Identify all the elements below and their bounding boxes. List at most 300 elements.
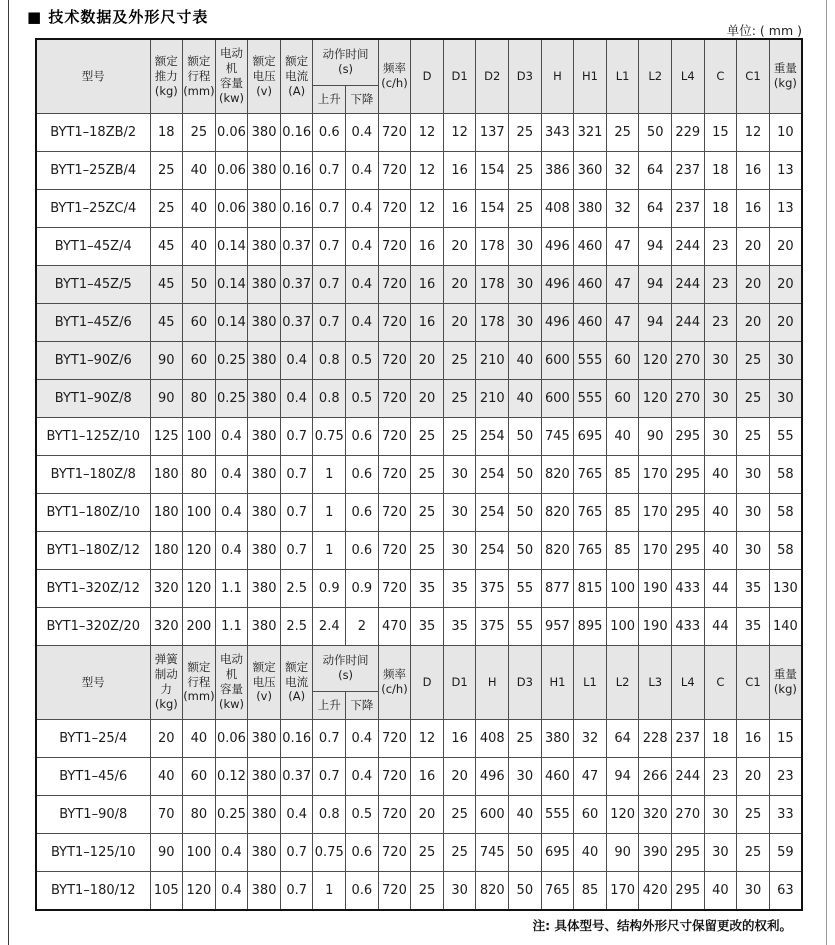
value-cell: 18 — [704, 719, 737, 757]
value-cell: 178 — [476, 265, 509, 303]
value-cell: 45 — [150, 227, 183, 265]
value-cell: 30 — [509, 303, 542, 341]
value-cell: 16 — [443, 189, 476, 227]
value-cell: 120 — [183, 871, 216, 910]
value-cell: 94 — [639, 303, 672, 341]
value-cell: 266 — [639, 757, 672, 795]
value-cell: 321 — [574, 113, 607, 151]
value-cell: 0.8 — [313, 795, 346, 833]
value-cell: 137 — [476, 113, 509, 151]
value-cell: 380 — [248, 757, 281, 795]
page-border-right — [826, 0, 827, 945]
value-cell: 23 — [704, 265, 737, 303]
column-header: 额定 电流 (A) — [280, 645, 313, 719]
value-cell: 50 — [639, 113, 672, 151]
value-cell: 80 — [183, 795, 216, 833]
value-cell: 0.4 — [346, 719, 379, 757]
model-cell: BYT1–45/6 — [36, 757, 150, 795]
value-cell: 270 — [672, 341, 705, 379]
value-cell: 58 — [769, 493, 802, 531]
value-cell: 0.9 — [346, 569, 379, 607]
model-cell: BYT1–45Z/5 — [36, 265, 150, 303]
value-cell: 0.25 — [215, 341, 248, 379]
value-cell: 63 — [769, 871, 802, 910]
value-cell: 375 — [476, 569, 509, 607]
value-cell: 295 — [672, 531, 705, 569]
value-cell: 320 — [150, 607, 183, 645]
value-cell: 120 — [639, 341, 672, 379]
value-cell: 720 — [378, 189, 411, 227]
value-cell: 120 — [183, 531, 216, 569]
value-cell: 380 — [248, 493, 281, 531]
column-header: 频率 (c/h) — [378, 39, 411, 113]
value-cell: 16 — [411, 265, 444, 303]
value-cell: 20 — [411, 341, 444, 379]
value-cell: 0.4 — [346, 151, 379, 189]
value-cell: 720 — [378, 531, 411, 569]
value-cell: 50 — [509, 493, 542, 531]
value-cell: 90 — [639, 417, 672, 455]
value-cell: 0.7 — [280, 833, 313, 871]
value-cell: 20 — [737, 757, 770, 795]
value-cell: 380 — [248, 795, 281, 833]
value-cell: 386 — [541, 151, 574, 189]
column-header: 额定 行程 (mm) — [183, 645, 216, 719]
table-row — [36, 151, 802, 189]
value-cell: 433 — [672, 569, 705, 607]
table-row — [36, 189, 802, 227]
value-cell: 0.06 — [215, 113, 248, 151]
value-cell: 180 — [150, 493, 183, 531]
column-header: H — [476, 645, 509, 719]
value-cell: 0.5 — [346, 341, 379, 379]
value-cell: 25 — [509, 189, 542, 227]
value-cell: 30 — [704, 379, 737, 417]
value-cell: 100 — [183, 833, 216, 871]
value-cell: 100 — [183, 417, 216, 455]
value-cell: 30 — [737, 871, 770, 910]
table-row — [36, 531, 802, 569]
value-cell: 40 — [183, 719, 216, 757]
column-header: C1 — [737, 645, 770, 719]
value-cell: 20 — [737, 303, 770, 341]
value-cell: 20 — [737, 265, 770, 303]
value-cell: 170 — [639, 493, 672, 531]
value-cell: 720 — [378, 113, 411, 151]
value-cell: 25 — [411, 531, 444, 569]
value-cell: 13 — [769, 151, 802, 189]
value-cell: 1 — [313, 531, 346, 569]
value-cell: 0.4 — [280, 795, 313, 833]
value-cell: 957 — [541, 607, 574, 645]
value-cell: 820 — [541, 455, 574, 493]
value-cell: 320 — [639, 795, 672, 833]
value-cell: 0.7 — [313, 719, 346, 757]
value-cell: 254 — [476, 531, 509, 569]
value-cell: 0.6 — [346, 531, 379, 569]
value-cell: 25 — [737, 795, 770, 833]
value-cell: 2.5 — [280, 607, 313, 645]
model-cell: BYT1–320Z/20 — [36, 607, 150, 645]
value-cell: 343 — [541, 113, 574, 151]
value-cell: 25 — [443, 417, 476, 455]
value-cell: 85 — [606, 531, 639, 569]
value-cell: 50 — [509, 455, 542, 493]
value-cell: 460 — [541, 757, 574, 795]
value-cell: 720 — [378, 795, 411, 833]
column-header: 额定 推力 (kg) — [150, 39, 183, 113]
value-cell: 33 — [769, 795, 802, 833]
value-cell: 60 — [183, 341, 216, 379]
value-cell: 40 — [509, 795, 542, 833]
value-cell: 0.12 — [215, 757, 248, 795]
value-cell: 154 — [476, 189, 509, 227]
value-cell: 408 — [541, 189, 574, 227]
value-cell: 380 — [248, 871, 281, 910]
value-cell: 170 — [606, 871, 639, 910]
value-cell: 420 — [639, 871, 672, 910]
value-cell: 90 — [150, 341, 183, 379]
value-cell: 154 — [476, 151, 509, 189]
value-cell: 170 — [639, 455, 672, 493]
value-cell: 720 — [378, 151, 411, 189]
value-cell: 30 — [509, 757, 542, 795]
value-cell: 200 — [183, 607, 216, 645]
value-cell: 30 — [704, 795, 737, 833]
value-cell: 35 — [737, 607, 770, 645]
value-cell: 470 — [378, 607, 411, 645]
value-cell: 0.4 — [346, 227, 379, 265]
value-cell: 228 — [639, 719, 672, 757]
value-cell: 85 — [606, 455, 639, 493]
value-cell: 15 — [769, 719, 802, 757]
value-cell: 55 — [509, 607, 542, 645]
value-cell: 765 — [574, 493, 607, 531]
model-cell: BYT1–18ZB/2 — [36, 113, 150, 151]
value-cell: 765 — [574, 531, 607, 569]
value-cell: 30 — [443, 455, 476, 493]
model-cell: BYT1–25ZB/4 — [36, 151, 150, 189]
column-header: 额定 电流 (A) — [280, 39, 313, 113]
value-cell: 0.37 — [280, 265, 313, 303]
value-cell: 0.16 — [280, 189, 313, 227]
page-border-left — [8, 0, 9, 945]
value-cell: 30 — [769, 379, 802, 417]
value-cell: 244 — [672, 757, 705, 795]
value-cell: 1.1 — [215, 607, 248, 645]
value-cell: 170 — [639, 531, 672, 569]
value-cell: 0.16 — [280, 151, 313, 189]
value-cell: 2 — [346, 607, 379, 645]
column-header: 额定 电压 (v) — [248, 39, 281, 113]
value-cell: 23 — [704, 757, 737, 795]
value-cell: 0.4 — [346, 757, 379, 795]
value-cell: 0.7 — [280, 417, 313, 455]
value-cell: 244 — [672, 227, 705, 265]
value-cell: 35 — [443, 607, 476, 645]
value-cell: 50 — [183, 265, 216, 303]
value-cell: 0.7 — [313, 227, 346, 265]
value-cell: 25 — [737, 417, 770, 455]
value-cell: 0.16 — [280, 719, 313, 757]
value-cell: 270 — [672, 795, 705, 833]
column-header: 额定 行程 (mm) — [183, 39, 216, 113]
model-cell: BYT1–180Z/8 — [36, 455, 150, 493]
value-cell: 0.9 — [313, 569, 346, 607]
value-cell: 25 — [737, 341, 770, 379]
value-cell: 380 — [248, 303, 281, 341]
value-cell: 600 — [476, 795, 509, 833]
value-cell: 12 — [411, 151, 444, 189]
value-cell: 460 — [574, 227, 607, 265]
value-cell: 0.7 — [313, 151, 346, 189]
value-cell: 25 — [411, 455, 444, 493]
value-cell: 30 — [769, 341, 802, 379]
column-header: D3 — [509, 39, 542, 113]
value-cell: 20 — [411, 379, 444, 417]
value-cell: 380 — [248, 341, 281, 379]
value-cell: 720 — [378, 493, 411, 531]
value-cell: 40 — [183, 189, 216, 227]
value-cell: 720 — [378, 719, 411, 757]
value-cell: 13 — [769, 189, 802, 227]
value-cell: 0.4 — [280, 341, 313, 379]
value-cell: 40 — [183, 227, 216, 265]
value-cell: 244 — [672, 265, 705, 303]
value-cell: 0.14 — [215, 303, 248, 341]
value-cell: 380 — [248, 531, 281, 569]
value-cell: 0.4 — [346, 303, 379, 341]
value-cell: 94 — [606, 757, 639, 795]
value-cell: 25 — [443, 379, 476, 417]
value-cell: 433 — [672, 607, 705, 645]
value-cell: 58 — [769, 531, 802, 569]
model-cell: BYT1–180Z/10 — [36, 493, 150, 531]
value-cell: 380 — [541, 719, 574, 757]
value-cell: 25 — [150, 151, 183, 189]
value-cell: 55 — [769, 417, 802, 455]
value-cell: 20 — [443, 265, 476, 303]
value-cell: 25 — [411, 871, 444, 910]
column-header: H — [541, 39, 574, 113]
value-cell: 32 — [606, 151, 639, 189]
table-row — [36, 303, 802, 341]
value-cell: 12 — [411, 189, 444, 227]
value-cell: 50 — [509, 417, 542, 455]
value-cell: 0.7 — [280, 871, 313, 910]
value-cell: 25 — [150, 189, 183, 227]
value-cell: 60 — [183, 757, 216, 795]
value-cell: 25 — [411, 833, 444, 871]
value-cell: 180 — [150, 531, 183, 569]
value-cell: 244 — [672, 303, 705, 341]
column-header: 重量 (kg) — [769, 39, 802, 113]
value-cell: 70 — [150, 795, 183, 833]
value-cell: 64 — [639, 189, 672, 227]
value-cell: 295 — [672, 455, 705, 493]
value-cell: 12 — [443, 113, 476, 151]
value-cell: 460 — [574, 303, 607, 341]
value-cell: 0.8 — [313, 341, 346, 379]
value-cell: 25 — [509, 719, 542, 757]
value-cell: 0.4 — [346, 265, 379, 303]
value-cell: 25 — [443, 795, 476, 833]
model-cell: BYT1–25/4 — [36, 719, 150, 757]
value-cell: 0.25 — [215, 379, 248, 417]
model-cell: BYT1–320Z/12 — [36, 569, 150, 607]
value-cell: 190 — [639, 569, 672, 607]
value-cell: 25 — [737, 379, 770, 417]
value-cell: 895 — [574, 607, 607, 645]
value-cell: 30 — [704, 833, 737, 871]
value-cell: 20 — [769, 303, 802, 341]
value-cell: 32 — [574, 719, 607, 757]
value-cell: 1 — [313, 871, 346, 910]
value-cell: 496 — [541, 227, 574, 265]
model-cell: BYT1–90Z/6 — [36, 341, 150, 379]
value-cell: 380 — [248, 417, 281, 455]
value-cell: 237 — [672, 151, 705, 189]
spec-table — [35, 38, 803, 911]
value-cell: 30 — [704, 341, 737, 379]
value-cell: 178 — [476, 227, 509, 265]
value-cell: 60 — [606, 379, 639, 417]
value-cell: 47 — [574, 757, 607, 795]
value-cell: 40 — [509, 379, 542, 417]
value-cell: 380 — [248, 833, 281, 871]
value-cell: 0.06 — [215, 151, 248, 189]
value-cell: 45 — [150, 303, 183, 341]
value-cell: 44 — [704, 607, 737, 645]
model-cell: BYT1–45Z/4 — [36, 227, 150, 265]
value-cell: 16 — [443, 719, 476, 757]
value-cell: 25 — [509, 113, 542, 151]
column-header: 重量 (kg) — [769, 645, 802, 719]
value-cell: 0.6 — [313, 113, 346, 151]
column-header: D2 — [476, 39, 509, 113]
value-cell: 460 — [574, 265, 607, 303]
value-cell: 380 — [574, 189, 607, 227]
value-cell: 295 — [672, 871, 705, 910]
column-header: L1 — [606, 39, 639, 113]
value-cell: 58 — [769, 455, 802, 493]
value-cell: 30 — [443, 493, 476, 531]
column-header: L3 — [639, 645, 672, 719]
value-cell: 0.5 — [346, 379, 379, 417]
value-cell: 125 — [150, 417, 183, 455]
column-header: 弹簧 制动力 (kg) — [150, 645, 183, 719]
header-row — [36, 39, 802, 85]
value-cell: 140 — [769, 607, 802, 645]
table-row — [36, 719, 802, 757]
value-cell: 720 — [378, 227, 411, 265]
value-cell: 25 — [509, 151, 542, 189]
value-cell: 380 — [248, 455, 281, 493]
model-cell: BYT1–25ZC/4 — [36, 189, 150, 227]
value-cell: 0.4 — [215, 417, 248, 455]
value-cell: 720 — [378, 757, 411, 795]
column-header: D1 — [443, 39, 476, 113]
value-cell: 380 — [248, 265, 281, 303]
value-cell: 40 — [704, 455, 737, 493]
value-cell: 254 — [476, 417, 509, 455]
value-cell: 210 — [476, 379, 509, 417]
value-cell: 85 — [606, 493, 639, 531]
model-cell: BYT1–90Z/8 — [36, 379, 150, 417]
value-cell: 40 — [183, 151, 216, 189]
value-cell: 23 — [704, 303, 737, 341]
value-cell: 380 — [248, 113, 281, 151]
value-cell: 295 — [672, 493, 705, 531]
sub-header-down: 下降 — [346, 85, 379, 113]
table-row — [36, 455, 802, 493]
value-cell: 25 — [183, 113, 216, 151]
value-cell: 35 — [411, 607, 444, 645]
value-cell: 25 — [443, 833, 476, 871]
table-row — [36, 833, 802, 871]
value-cell: 0.4 — [215, 531, 248, 569]
model-cell: BYT1–90/8 — [36, 795, 150, 833]
value-cell: 50 — [509, 531, 542, 569]
value-cell: 0.75 — [313, 833, 346, 871]
value-cell: 0.37 — [280, 303, 313, 341]
table-row — [36, 569, 802, 607]
value-cell: 50 — [509, 833, 542, 871]
value-cell: 0.4 — [215, 493, 248, 531]
value-cell: 1 — [313, 493, 346, 531]
value-cell: 815 — [574, 569, 607, 607]
sub-header-up: 上升 — [313, 85, 346, 113]
value-cell: 0.7 — [313, 757, 346, 795]
value-cell: 16 — [443, 151, 476, 189]
column-header: L4 — [672, 39, 705, 113]
value-cell: 55 — [509, 569, 542, 607]
value-cell: 2.4 — [313, 607, 346, 645]
value-cell: 320 — [150, 569, 183, 607]
value-cell: 18 — [704, 151, 737, 189]
value-cell: 30 — [737, 493, 770, 531]
value-cell: 90 — [150, 833, 183, 871]
table-row — [36, 113, 802, 151]
value-cell: 30 — [737, 531, 770, 569]
value-cell: 254 — [476, 455, 509, 493]
table-row — [36, 871, 802, 910]
value-cell: 0.7 — [313, 303, 346, 341]
value-cell: 94 — [639, 227, 672, 265]
header-row — [36, 645, 802, 691]
value-cell: 16 — [411, 757, 444, 795]
value-cell: 20 — [769, 227, 802, 265]
table-row — [36, 757, 802, 795]
value-cell: 35 — [443, 569, 476, 607]
value-cell: 0.4 — [346, 189, 379, 227]
value-cell: 600 — [541, 379, 574, 417]
value-cell: 20 — [411, 795, 444, 833]
value-cell: 720 — [378, 265, 411, 303]
column-header: 频率 (c/h) — [378, 645, 411, 719]
value-cell: 35 — [737, 569, 770, 607]
value-cell: 60 — [606, 341, 639, 379]
value-cell: 820 — [541, 493, 574, 531]
value-cell: 0.75 — [313, 417, 346, 455]
column-header: L2 — [639, 39, 672, 113]
value-cell: 210 — [476, 341, 509, 379]
value-cell: 130 — [769, 569, 802, 607]
value-cell: 23 — [704, 227, 737, 265]
value-cell: 0.37 — [280, 757, 313, 795]
value-cell: 80 — [183, 455, 216, 493]
value-cell: 120 — [183, 569, 216, 607]
